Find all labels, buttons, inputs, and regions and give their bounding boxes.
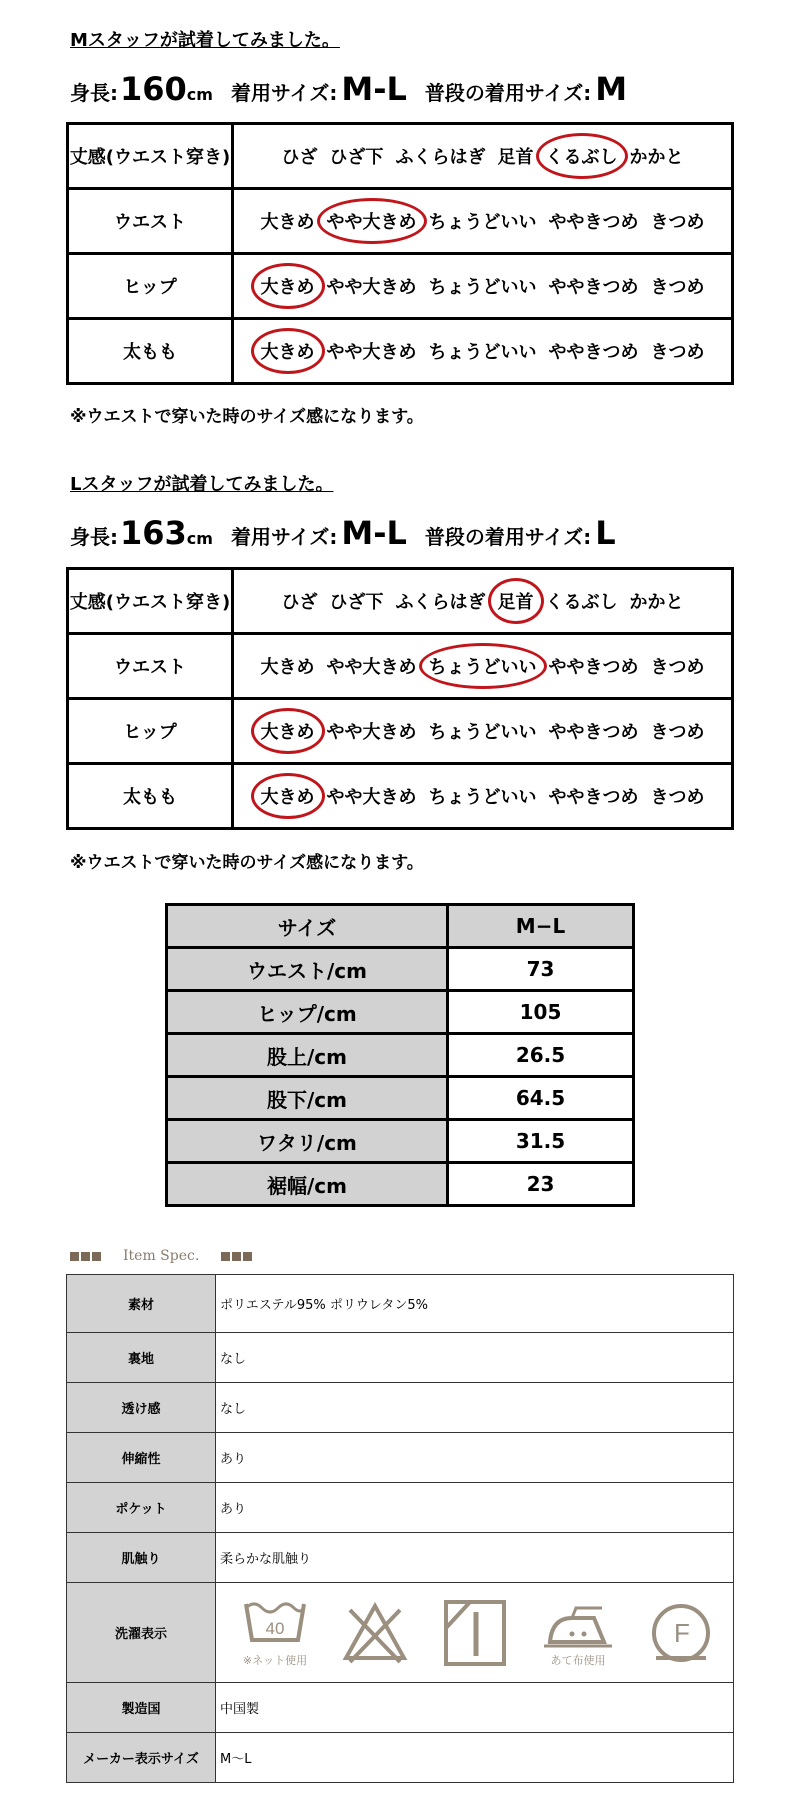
square-icon [221, 1252, 230, 1261]
size-table-header [167, 905, 634, 948]
fit-option-selected: 大きめ [261, 273, 315, 299]
staff-l-title: Lスタッフが試着してみました。 [70, 474, 334, 495]
height-label: 身長 [70, 81, 110, 105]
square-icon [92, 1252, 101, 1261]
height-unit: cm [186, 529, 213, 548]
usual-size-value: L [595, 514, 616, 552]
size-key: ワタリ/cm [167, 1120, 448, 1163]
size-row [167, 1163, 634, 1206]
height-unit: cm [186, 85, 213, 104]
usual-size-label: 普段の着用サイズ [424, 81, 584, 105]
colon: : [110, 525, 118, 549]
size-key: 裾幅/cm [167, 1163, 448, 1206]
fit-option: ふくらはぎ [395, 147, 486, 168]
fit-option: ややきつめ [548, 342, 639, 363]
fit-option: ひざ下 [329, 592, 384, 613]
fit-option: ちょうどいい [428, 722, 537, 743]
colon: : [329, 525, 338, 549]
spec-value: なし [216, 1383, 734, 1433]
spec-key: 裏地 [67, 1333, 216, 1383]
spec-table [66, 1274, 734, 1783]
size-key: 股下/cm [167, 1077, 448, 1120]
fit-option: 大きめ [260, 212, 315, 233]
staff-l-measurements [70, 514, 634, 552]
spec-row [67, 1433, 734, 1483]
fit-note-l: ※ウエストで穿いた時のサイズ感になります。 [70, 853, 424, 873]
wear-size-value: M-L [341, 514, 407, 552]
fit-option: ひざ [281, 147, 318, 168]
dry-clean-f-icon [648, 1600, 714, 1666]
fit-option: かかと [629, 147, 684, 168]
fit-row [68, 634, 733, 699]
fit-option: ひざ下 [329, 147, 384, 168]
fit-option: くるぶし [545, 592, 618, 613]
fit-option: きつめ [650, 277, 705, 298]
spec-value: あり [216, 1433, 734, 1483]
fit-option: ややきつめ [548, 277, 639, 298]
square-icon [70, 1252, 79, 1261]
fit-option: きつめ [650, 657, 705, 678]
square-icon [81, 1252, 90, 1261]
fit-option: ややきつめ [548, 212, 639, 233]
fit-option: ちょうどいい [428, 277, 537, 298]
fit-row-label: 丈感(ウエスト穿き) [68, 124, 233, 189]
fit-option: きつめ [650, 342, 705, 363]
fit-option: きつめ [650, 787, 705, 808]
size-value: 31.5 [448, 1120, 634, 1163]
fit-row-label: ヒップ [68, 699, 233, 764]
fit-option: きつめ [650, 722, 705, 743]
spec-row [67, 1533, 734, 1583]
wash-temp: 40 [265, 1618, 285, 1638]
fit-option: やや大きめ [326, 277, 417, 298]
size-row [167, 1034, 634, 1077]
colon: : [110, 81, 118, 105]
spec-row [67, 1483, 734, 1533]
spec-row [67, 1275, 734, 1333]
colon: : [329, 81, 338, 105]
iron-caption: あて布使用 [550, 1653, 606, 1667]
wear-size-label: 着用サイズ [230, 81, 330, 105]
size-key: 股上/cm [167, 1034, 448, 1077]
colon: : [583, 81, 592, 105]
fit-option: ちょうどいい [428, 212, 537, 233]
fit-option: ちょうどいい [428, 342, 537, 363]
size-row [167, 1120, 634, 1163]
fit-option-selected: ちょうどいい [429, 653, 537, 679]
spec-value: なし [216, 1333, 734, 1383]
fit-row-label: 太もも [68, 319, 233, 384]
fit-row-label: ウエスト [68, 634, 233, 699]
fit-option: きつめ [650, 212, 705, 233]
fit-table-l [66, 567, 734, 830]
size-row [167, 1077, 634, 1120]
wear-size-label: 着用サイズ [230, 525, 330, 549]
size-header-key: サイズ [167, 905, 448, 948]
fit-row [68, 699, 733, 764]
fit-row-options [233, 634, 733, 699]
iron-cloth-icon [542, 1598, 614, 1668]
fit-option: ちょうどいい [428, 787, 537, 808]
fit-option-selected: 大きめ [261, 718, 315, 744]
usual-size-value: M [595, 70, 628, 108]
square-icon [232, 1252, 241, 1261]
fit-row [68, 254, 733, 319]
fit-option: ひざ [281, 592, 318, 613]
fit-option-selected: くるぶし [546, 143, 618, 169]
item-spec-heading [70, 1248, 254, 1264]
fit-table-m [66, 122, 734, 385]
fit-option: やや大きめ [326, 342, 417, 363]
fit-row [68, 764, 733, 829]
fit-row-options [233, 319, 733, 384]
fit-option-selected: やや大きめ [327, 208, 417, 234]
wash-40-net-icon [242, 1594, 308, 1672]
spec-row [67, 1583, 734, 1683]
spec-value: ポリエステル95% ポリウレタン5% [216, 1275, 734, 1333]
fit-option: ふくらはぎ [395, 592, 486, 613]
spec-value: M〜L [216, 1733, 734, 1783]
fit-option: やや大きめ [326, 657, 417, 678]
fit-row-options [233, 189, 733, 254]
usual-size-label: 普段の着用サイズ [424, 525, 584, 549]
fit-row [68, 124, 733, 189]
fit-row [68, 319, 733, 384]
fit-row-label: 太もも [68, 764, 233, 829]
fit-row [68, 189, 733, 254]
wash-caption: ※ネット使用 [242, 1653, 308, 1667]
fit-row-options [233, 699, 733, 764]
square-icon [243, 1252, 252, 1261]
spec-row [67, 1383, 734, 1433]
dry-clean-letter: F [674, 1617, 690, 1648]
size-row [167, 948, 634, 991]
fit-option: 足首 [497, 147, 534, 168]
fit-row-options [233, 124, 733, 189]
spec-value: 柔らかな肌触り [216, 1533, 734, 1583]
spec-value: 中国製 [216, 1683, 734, 1733]
size-key: ウエスト/cm [167, 948, 448, 991]
spec-key: 製造国 [67, 1683, 216, 1733]
height-value: 163 [120, 514, 187, 552]
fit-option: ややきつめ [548, 787, 639, 808]
size-value: 105 [448, 991, 634, 1034]
fit-note-m: ※ウエストで穿いた時のサイズ感になります。 [70, 407, 424, 427]
spec-key: メーカー表示サイズ [67, 1733, 216, 1783]
size-header-value: M−L [448, 905, 634, 948]
height-label: 身長 [70, 525, 110, 549]
staff-m-title: Mスタッフが試着してみました。 [70, 30, 340, 51]
staff-m-measurements [70, 70, 645, 108]
fit-option-selected: 大きめ [261, 783, 315, 809]
spec-row [67, 1683, 734, 1733]
fit-option: やや大きめ [326, 787, 417, 808]
spec-key: ポケット [67, 1483, 216, 1533]
size-value: 64.5 [448, 1077, 634, 1120]
spec-key: 洗濯表示 [67, 1583, 216, 1683]
size-row [167, 991, 634, 1034]
size-value: 73 [448, 948, 634, 991]
size-value: 23 [448, 1163, 634, 1206]
fit-row-label: 丈感(ウエスト穿き) [68, 569, 233, 634]
spec-value: あり [216, 1483, 734, 1533]
fit-row [68, 569, 733, 634]
no-bleach-icon [342, 1600, 408, 1666]
fit-option-selected: 大きめ [261, 338, 315, 364]
spec-key: 素材 [67, 1275, 216, 1333]
spec-row [67, 1733, 734, 1783]
spec-key: 透け感 [67, 1383, 216, 1433]
fit-option: かかと [629, 592, 684, 613]
wear-size-value: M-L [341, 70, 407, 108]
fit-option: ややきつめ [548, 657, 639, 678]
height-value: 160 [120, 70, 187, 108]
fit-row-options [233, 254, 733, 319]
size-table [165, 903, 635, 1207]
spec-row [67, 1333, 734, 1383]
spec-key: 伸縮性 [67, 1433, 216, 1483]
care-icons-cell [216, 1583, 734, 1683]
fit-row-options [233, 764, 733, 829]
fit-option: やや大きめ [326, 722, 417, 743]
fit-row-label: ヒップ [68, 254, 233, 319]
item-spec-label: Item Spec. [123, 1248, 200, 1264]
fit-option-selected: 足首 [498, 588, 534, 614]
fit-row-options [233, 569, 733, 634]
colon: : [583, 525, 592, 549]
fit-option: 大きめ [260, 657, 315, 678]
fit-option: ややきつめ [548, 722, 639, 743]
size-value: 26.5 [448, 1034, 634, 1077]
spec-key: 肌触り [67, 1533, 216, 1583]
size-key: ヒップ/cm [167, 991, 448, 1034]
fit-row-label: ウエスト [68, 189, 233, 254]
drip-dry-shade-icon [442, 1598, 508, 1668]
